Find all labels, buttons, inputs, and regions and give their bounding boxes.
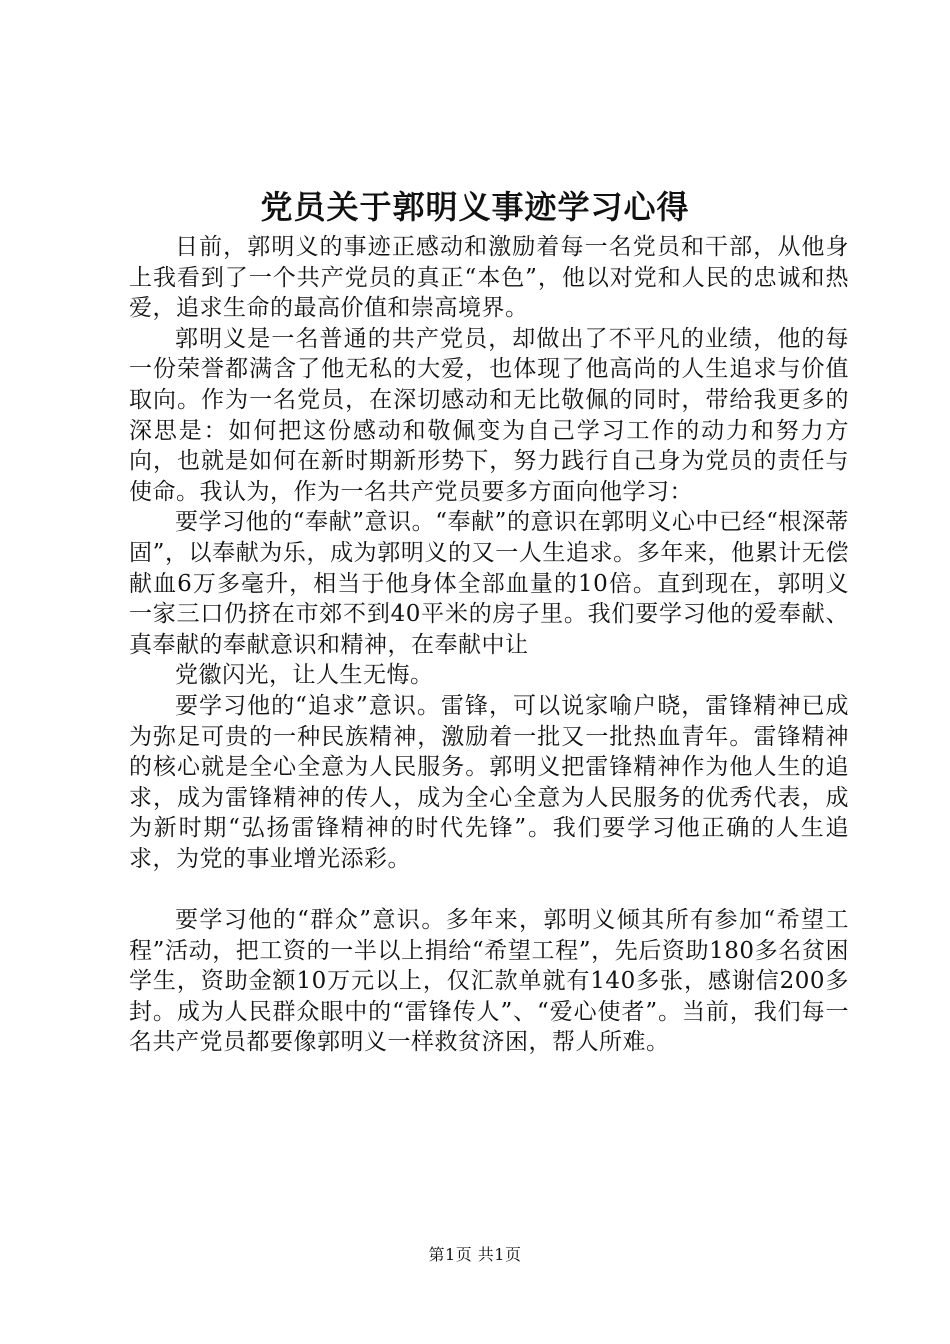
document-body xyxy=(129,232,849,1058)
document-title: 党员关于郭明义事迹学习心得 xyxy=(260,188,690,226)
paragraph-dedication: 要学习他的“奉献”意识。“奉献”的意识在郭明义心中已经“根深蒂固”，以奉献为乐，成为郭明义的又一人生追求。多年来，他累计无偿献血6万多毫升，相当于他身体全部血量的10倍。直到现在，郭明义一家三口仍挤在市郊不到40平米的房子里。我们要学习他的爱奉献、真奉献的奉献意识和精神，在奉献中让 xyxy=(129,509,849,658)
page-footer: 第1页 共1页 xyxy=(428,1245,522,1264)
paragraph-dedication-continued: 党徽闪光，让人生无悔。 xyxy=(175,662,434,689)
paragraph-background: 郭明义是一名普通的共产党员，却做出了不平凡的业绩，他的每一份荣誉都满含了他无私的大爱，也体现了他高尚的人生追求与价值取向。作为一名党员，在深切感动和无比敬佩的同时，带给我更多的深思是：如何把这份感动和敬佩变为自己学习工作的动力和努力方向，也就是如何在新时期新形势下，努力践行自己身为党员的责任与使命。我认为，作为一名共产党员要多方面向他学习： xyxy=(129,325,849,505)
paragraph-masses: 要学习他的“群众”意识。多年来，郭明义倾其所有参加“希望工程”活动，把工资的一半以上捐给“希望工程”，先后资助180多名贫困学生，资助金额10万元以上，仅汇款单就有140多张，感谢信200多封。成为人民群众眼中的“雷锋传人”、“爱心使者”。当前，我们每一名共产党员都要像郭明义一样救贫济困，帮人所难。 xyxy=(129,907,849,1056)
paragraph-intro: 日前，郭明义的事迹正感动和激励着每一名党员和干部，从他身上我看到了一个共产党员的真正“本色”，他以对党和人民的忠诚和热爱，追求生命的最高价值和崇高境界。 xyxy=(129,234,849,322)
paragraph-pursuit: 要学习他的“追求”意识。雷锋，可以说家喻户晓，雷锋精神已成为弥足可贵的一种民族精神，激励着一批又一批热血青年。雷锋精神的核心就是全心全意为人民服务。郭明义把雷锋精神作为他人生的追求，成为雷锋精神的传人，成为全心全意为人民服务的优秀代表，成为新时期“弘扬雷锋精神的时代先锋”。我们要学习他正确的人生追求，为党的事业增光添彩。 xyxy=(129,692,849,872)
